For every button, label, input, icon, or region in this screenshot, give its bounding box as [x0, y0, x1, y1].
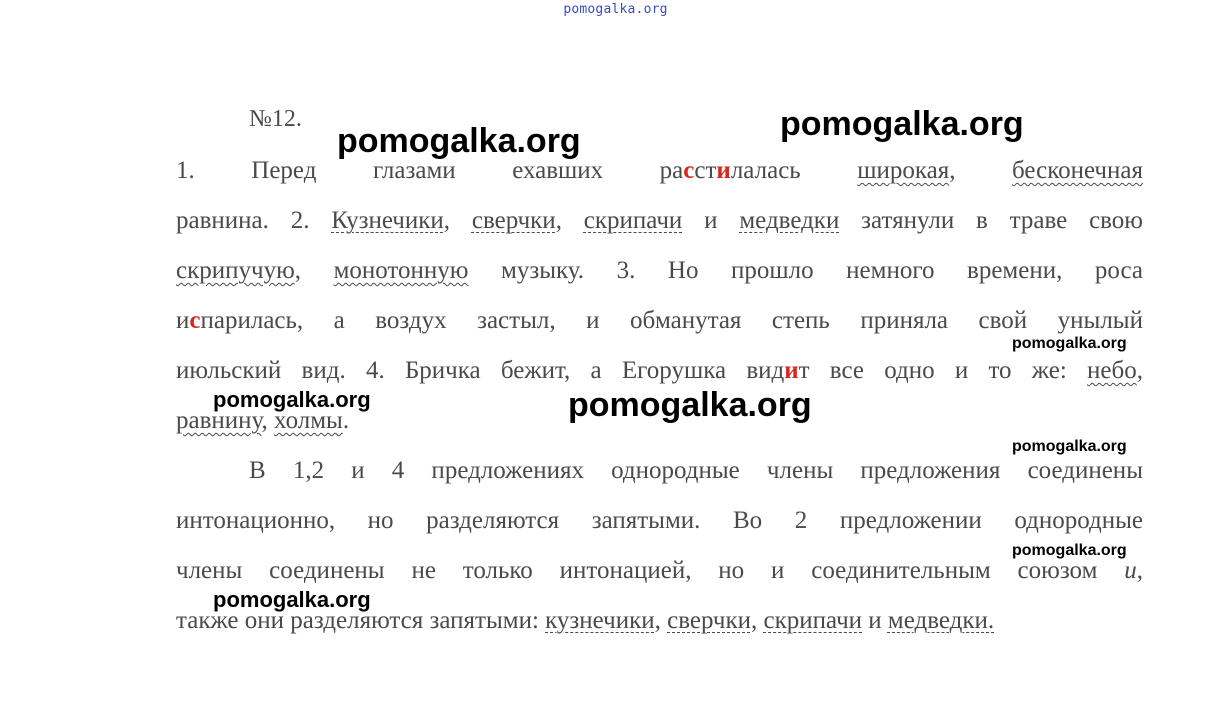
highlighted-letter: с: [683, 157, 695, 184]
text-line: [176, 207, 1143, 237]
text-line: [176, 507, 1143, 537]
text-line: [176, 557, 1143, 587]
underlined-word: кузнечики: [545, 607, 655, 634]
text-line: [176, 157, 1143, 187]
underlined-word: медведки: [739, 207, 840, 234]
text-span: лалась: [730, 157, 858, 184]
watermark: pomogalka.org: [213, 387, 371, 412]
text-span: ,: [294, 257, 334, 284]
underlined-word: Кузнечики: [331, 207, 444, 234]
text-span: ,: [443, 207, 472, 234]
text-span: ,: [1136, 357, 1143, 384]
watermark: pomogalka.org: [1012, 542, 1127, 559]
text-span: и: [682, 207, 740, 234]
underlined-word: холмы: [274, 407, 343, 434]
underlined-word: равнину: [176, 407, 262, 434]
underlined-word: широкая: [857, 157, 950, 184]
text-span: ,: [555, 207, 584, 234]
text-span: 1. Перед глазами ехавших ра: [176, 157, 684, 184]
underlined-word: скрипучую: [176, 257, 295, 284]
text-line: [176, 357, 1143, 387]
text-span: июльский вид. 4. Бричка бежит, а Егорушка вид: [176, 357, 785, 384]
underlined-word: скрипачи: [763, 607, 863, 634]
text-span: затянули в траве свою: [839, 207, 1143, 234]
underlined-word: скрипачи: [583, 207, 683, 234]
watermark: pomogalka.org: [1012, 335, 1127, 352]
text-span: т все одно и то же:: [798, 357, 1088, 384]
text-span: также они разделяются запятыми:: [176, 607, 546, 634]
watermark: pomogalka.org: [568, 386, 812, 424]
text-span: ,: [949, 157, 1012, 184]
text-line: [176, 307, 1143, 337]
text-line: [176, 257, 1143, 287]
watermark: pomogalka.org: [1012, 438, 1127, 455]
watermark: pomogalka.org: [213, 587, 371, 612]
text-span: ,: [654, 607, 668, 634]
text-span: ,: [261, 407, 275, 434]
exercise-number: №12.: [249, 106, 302, 132]
italic-word: и: [1124, 557, 1137, 584]
text-span: ,: [750, 607, 764, 634]
underlined-word: сверчки: [667, 607, 751, 634]
text-span: В 1,2 и 4 предложениях однородные члены предложения соединены: [249, 457, 1143, 484]
underlined-word: монотонную: [333, 257, 469, 284]
highlighted-letter: и: [784, 357, 799, 384]
text-span: члены соединены не только интонацией, но и соединительным союзом: [176, 557, 1125, 584]
text-span: равнина. 2.: [176, 207, 332, 234]
underlined-word: сверчки: [471, 207, 556, 234]
text-span: ст: [694, 157, 717, 184]
text-span: музыку. 3. Но прошло немного времени, роса: [468, 257, 1144, 284]
text-span: и: [862, 607, 888, 634]
text-span: и: [176, 307, 190, 334]
text-span: .: [342, 407, 350, 434]
watermark: pomogalka.org: [337, 122, 581, 160]
underlined-word: медведки.: [887, 607, 995, 634]
highlighted-letter: с: [189, 307, 201, 334]
text-span: парилась, а воздух застыл, и обманутая степь приняла свой унылый: [200, 307, 1143, 334]
text-span: ,: [1136, 557, 1143, 584]
site-brand-header[interactable]: pomogalka.org: [563, 2, 668, 17]
watermark: pomogalka.org: [780, 105, 1024, 143]
underlined-word: бесконечная: [1012, 157, 1143, 184]
underlined-word: небо: [1087, 357, 1137, 384]
text-span: интонационно, но разделяются запятыми. Во 2 предложении однородные: [176, 507, 1143, 534]
text-line: [176, 457, 1143, 487]
highlighted-letter: и: [716, 157, 731, 184]
